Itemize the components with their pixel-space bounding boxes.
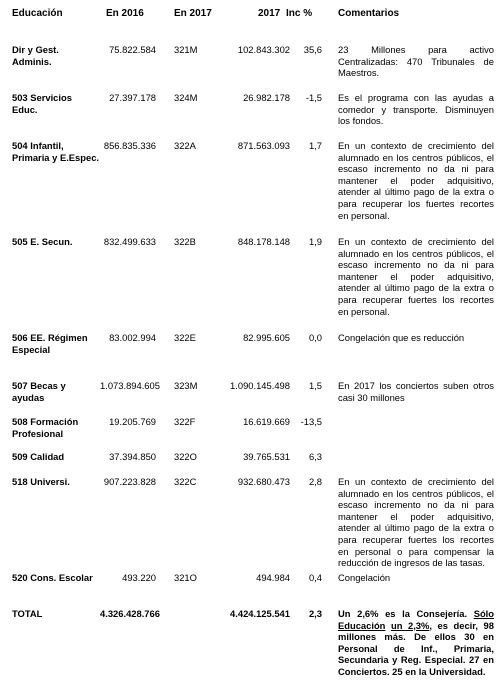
row-value-2016: 907.223.828 <box>103 476 156 487</box>
row-value-2017: 932.680.473 <box>237 476 290 487</box>
row-comment: En un contexto de crecimiento del alumnado en los centros públicos, el escaso incremento no da ni para mantener el poder adquisitivo, atender al último pago de la extra o para recuperar fuertes los recortes en personal. <box>338 236 494 317</box>
row-name: 506 EE. Régimen Especial <box>12 332 88 355</box>
row-code: 322C <box>174 476 197 487</box>
header-inc: Inc % <box>286 8 313 19</box>
row-code: 322A <box>174 140 196 151</box>
row-value-2017: 1.090.145.498 <box>230 380 290 391</box>
row-value-2017: 102.843.302 <box>237 44 290 55</box>
total-value-2016: 4.326.428.766 <box>100 608 160 619</box>
row-code: 322B <box>174 236 196 247</box>
row-increment: -1,5 <box>305 92 322 103</box>
row-value-2016: 832.499.633 <box>103 236 156 247</box>
row-value-2017: 39.765.531 <box>243 451 290 462</box>
row-value-2016: 19.205.769 <box>109 416 156 427</box>
row-value-2016: 1.073.894.605 <box>100 380 160 391</box>
row-name: 508 Formación Profesional <box>12 416 79 439</box>
total-comment-underlined1: Sólo Educación <box>338 608 494 631</box>
total-comment-part3: , es decir, 98 millones más. De ellos 30 en Personal de Inf., Primaria, Secundaria y Reg. Especial. 27 en Conciertos. 25 en la Universidad. <box>338 619 494 677</box>
total-increment: 2,3 <box>308 608 322 619</box>
row-code: 322O <box>174 451 197 462</box>
header-comentarios: Comentarios <box>338 8 400 19</box>
row-value-2017: 494.984 <box>256 572 290 583</box>
row-value-2016: 856.835.336 <box>103 140 156 151</box>
row-value-2017: 848.178.148 <box>237 236 290 247</box>
row-code: 322F <box>174 416 196 427</box>
row-value-2017: 82.995.605 <box>243 332 290 343</box>
row-increment: -13,5 <box>300 416 322 427</box>
row-value-2016: 83.002.994 <box>109 332 156 343</box>
row-value-2017: 871.563.093 <box>237 140 290 151</box>
header-en-2017: En 2017 <box>174 8 212 19</box>
row-code: 323M <box>174 380 198 391</box>
row-code: 322E <box>174 332 196 343</box>
row-name: 507 Becas y ayudas <box>12 380 66 403</box>
row-value-2017: 26.982.178 <box>243 92 290 103</box>
row-name: 503 Servicios Educ. <box>12 92 72 115</box>
row-increment: 1,7 <box>308 140 322 151</box>
row-comment: 23 Millones para activo Centralizadas: 470 Tribunales de Maestros. <box>338 44 494 79</box>
row-comment: En un contexto de crecimiento del alumnado en los centros públicos, el escaso incremento no da ni para mantener el poder adquisitivo, atender al último pago de la extra o para recuperar los fuertes recortes en personal. <box>338 140 494 221</box>
row-increment: 1,9 <box>308 236 322 247</box>
row-value-2016: 37.394.850 <box>109 451 156 462</box>
row-increment: 0,0 <box>308 332 322 343</box>
header-2017: 2017 <box>258 8 281 19</box>
row-value-2016: 27.397.178 <box>109 92 156 103</box>
row-increment: 2,8 <box>308 476 322 487</box>
row-comment: En un contexto de crecimiento del alumnado en los centros públicos, el escaso incremento no da ni para mantener el poder adquisitivo, atender al último pago de la extra o para recuperar fuertes los recortes en personal o para compensar la reducción de ingresos de las tasas. <box>338 476 494 569</box>
row-name: Dir y Gest. Adminis. <box>12 44 59 67</box>
row-name: 518 Universi. <box>12 476 70 487</box>
total-value-2017: 4.424.125.541 <box>230 608 290 619</box>
row-name: 504 Infantil, Primaria y E.Espec. <box>12 140 100 163</box>
row-value-2016: 75.822.584 <box>109 44 156 55</box>
row-increment: 1,5 <box>308 380 322 391</box>
row-code: 321M <box>174 44 198 55</box>
total-comment-part1: Un 2,6% es la Consejería. <box>338 608 474 619</box>
row-increment: 35,6 <box>303 44 322 55</box>
row-increment: 0,4 <box>308 572 322 583</box>
row-name: 509 Calidad <box>12 451 65 462</box>
total-comment <box>338 608 494 678</box>
row-comment: Es el programa con las ayudas a comedor y transporte. Disminuyen los fondos. <box>338 92 494 127</box>
row-comment: Congelación <box>338 572 391 583</box>
total-label: TOTAL <box>12 608 43 619</box>
row-code: 321O <box>174 572 197 583</box>
row-value-2017: 16.619.669 <box>243 416 290 427</box>
row-name: 505 E. Secun. <box>12 236 73 247</box>
header-en-2016: En 2016 <box>106 8 144 19</box>
total-comment-underlined2: un 2,3% <box>390 619 430 631</box>
header-educacion: Educación <box>12 8 63 19</box>
row-comment: En 2017 los conciertos suben otros casi 30 millones <box>338 380 494 403</box>
row-value-2016: 493.220 <box>122 572 156 583</box>
row-comment: Congelación que es reducción <box>338 332 465 343</box>
row-increment: 6,3 <box>308 451 322 462</box>
row-name: 520 Cons. Escolar <box>12 572 93 583</box>
row-code: 324M <box>174 92 198 103</box>
